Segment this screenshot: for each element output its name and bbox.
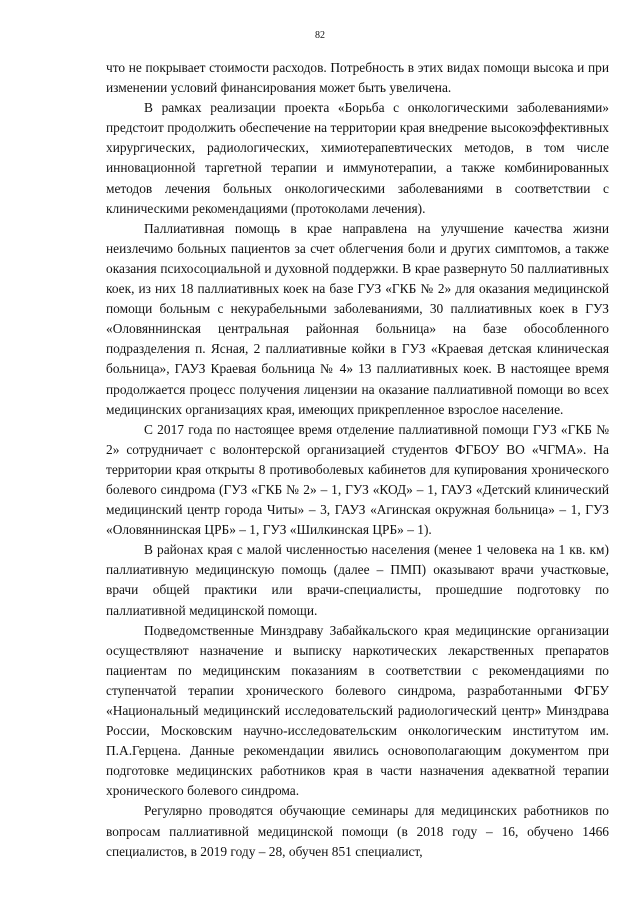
paragraph-3: Паллиативная помощь в крае направлена на улучшение качества жизни неизлечимо больных пациентов за счет облегчения боли и других симптомов, а также оказания психосоциальной и духовной поддержки. В крае развернуто 50 паллиативных коек, из них 18 паллиативных коек на базе ГУЗ «ГКБ № 2» для оказания медицинской помощи больным с некурабельными заболеваниями, 30 паллиативных коек в ГУЗ «Оловяннинская центральная районная больница» на базе обособленного подразделения п. Ясная, 2 паллиативные койки в ГУЗ «Краевая детская клиническая больница», ГАУЗ Краевая больница № 4» 13 паллиативных коек. В настоящее время продолжается процесс получения лицензии на оказание паллиативной помощи во всех медицинских организациях края, имеющих прикрепленное взрослое население. xyxy=(106,220,609,417)
document-body xyxy=(106,58,609,862)
page-number: 82 xyxy=(315,30,325,41)
paragraph-7: Регулярно проводятся обучающие семинары для медицинских работников по вопросам паллиативной медицинской помощи (в 2018 году – 16, обучено 1466 специалистов, в 2019 году – 28, обучен 851 специалист, xyxy=(106,803,609,859)
paragraph-5: В районах края с малой численностью населения (менее 1 человека на 1 кв. км) паллиативную медицинскую помощь (далее – ПМП) оказывают врачи участковые, врачи общей практики или врачи-специалисты, прошедшие подготовку по паллиативной медицинской помощи. xyxy=(106,542,609,618)
paragraph-2: В рамках реализации проекта «Борьба с онкологическими заболеваниями» предстоит продолжить обеспечение на территории края внедрение высокоэффективных хирургических, радиологических, химиотерапевтических методов, в том числе инновационной таргетной терапии и иммунотерапии, а также комбинированных методов лечения больных онкологическими заболеваниями в соответствии с клиническими рекомендациями (протоколами лечения). xyxy=(106,100,609,216)
paragraph-1: что не покрывает стоимости расходов. Потребность в этих видах помощи высока и при изменении условий финансирования может быть увеличена. xyxy=(106,60,609,96)
paragraph-6: Подведомственные Минздраву Забайкальского края медицинские организации осуществляют назначение и выписку наркотических лекарственных препаратов пациентам по медицинским показаниям в соответствии с рекомендациями по ступенчатой терапии хронического болевого синдрома, разработанными ФГБУ «Национальный медицинский исследовательский радиологический центр» Минздрава России, Московским научно-исследовательским онкологическим институтом им. П.А.Герцена. Данные рекомендации явились основополагающим документом при подготовке медицинских работников края в части назначения адекватной терапии хронического болевого синдрома. xyxy=(106,622,609,799)
paragraph-4: С 2017 года по настоящее время отделение паллиативной помощи ГУЗ «ГКБ № 2» сотрудничает с волонтерской организацией студентов ФГБОУ ВО «ЧГМА». На территории края открыты 8 противоболевых кабинетов для купирования хронического болевого синдрома (ГУЗ «ГКБ № 2» – 1, ГУЗ «КОД» – 1, ГАУЗ «Детский клинический медицинский центр города Читы» – 3, ГАУЗ «Агинская окружная больница» – 1, ГУЗ «Оловяннинская ЦРБ» – 1, ГУЗ «Шилкинская ЦРБ» – 1). xyxy=(106,421,609,538)
